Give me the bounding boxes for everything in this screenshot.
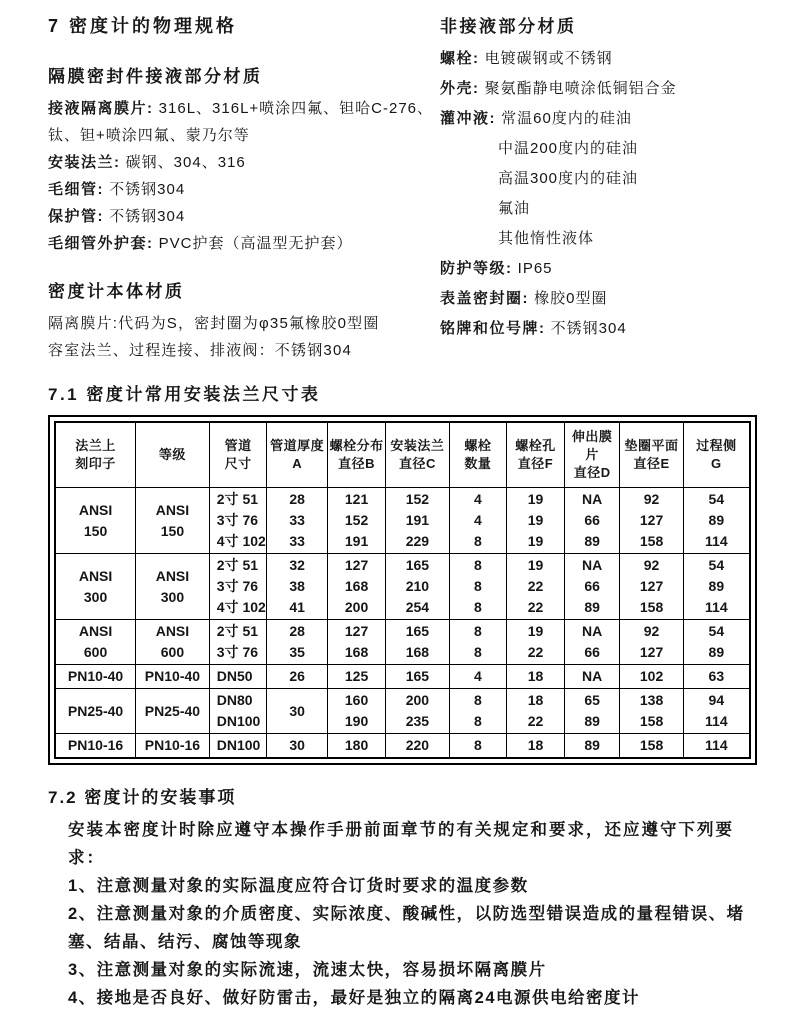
column-header: 管道 尺寸 [209, 422, 267, 488]
spec-label: 灌冲液: [440, 110, 496, 127]
table-cell: 102 [620, 665, 683, 689]
table-cell: NA 66 89 [564, 554, 620, 620]
spec-value: 其他惰性液体 [498, 230, 595, 247]
spec-line-protection-rating [440, 254, 770, 284]
table-cell: 32 38 41 [267, 554, 327, 620]
body-material-line-2: 容室法兰、过程连接、排液阀：不锈钢304 [48, 342, 353, 359]
table-cell: 18 [507, 665, 565, 689]
table-cell: 30 [267, 689, 327, 734]
table-cell: DN100 [209, 734, 267, 759]
body-material-line-1: 隔离膜片:代码为S，密封圈为φ35氟橡胶0型圈 [48, 315, 380, 332]
spec-value: 不锈钢304 [109, 181, 186, 198]
column-header: 管道厚度 A [267, 422, 327, 488]
column-header: 伸出膜片 直径D [564, 422, 620, 488]
table-cell: 165 168 [386, 620, 449, 665]
table-cell: ANSI 600 [136, 620, 210, 665]
table-cell: 18 [507, 734, 565, 759]
spec-label: 毛细管: [48, 181, 104, 198]
flange-table [54, 421, 751, 759]
column-header: 等级 [136, 422, 210, 488]
table-cell: ANSI 150 [136, 488, 210, 554]
spec-label: 铭牌和位号牌: [440, 320, 546, 337]
column-header: 安装法兰 直径C [386, 422, 449, 488]
spec-value: 不锈钢304 [109, 208, 186, 225]
table-cell: 114 [683, 734, 750, 759]
spec-value: 电镀碳钢或不锈钢 [484, 50, 613, 67]
right-column [436, 12, 770, 364]
table-cell: PN25-40 [55, 689, 136, 734]
table-cell: 92 127 158 [620, 488, 683, 554]
spec-line-nameplate [440, 314, 770, 344]
column-header: 法兰上 刻印子 [55, 422, 136, 488]
spec-value: 橡胶0型圈 [534, 290, 608, 307]
install-intro: 安装本密度计时除应遵守本操作手册前面章节的有关规定和要求，还应遵守下列要求： [68, 821, 734, 867]
table-cell: PN10-16 [136, 734, 210, 759]
spec-value: IP65 [517, 260, 553, 277]
table-cell: 200 235 [386, 689, 449, 734]
spec-value: 常温60度内的硅油 [501, 110, 632, 127]
install-item-4: 4、接地是否良好、做好防雷击，最好是独立的隔离24电源供电给密度计 [68, 989, 641, 1007]
table-cell: 18 22 [507, 689, 565, 734]
table-cell: NA 66 [564, 620, 620, 665]
spec-label: 安装法兰: [48, 154, 121, 171]
table-cell: 220 [386, 734, 449, 759]
spec-label: 保护管: [48, 208, 104, 225]
spec-label: 接液隔离膜片: [48, 100, 154, 117]
spec-value: 聚氨酯静电喷涂低铜铝合金 [484, 80, 677, 97]
spec-value: 316L、316L+喷涂四氟、钽哈C-276、钛、钽+喷涂四氟、蒙乃尔等 [48, 100, 434, 144]
column-header: 垫圈平面 直径E [620, 422, 683, 488]
table-cell: PN10-40 [55, 665, 136, 689]
section-7-title: 7 密度计的物理规格 [48, 16, 238, 36]
spec-line-diaphragm [48, 95, 436, 149]
column-header: 螺栓分布 直径B [327, 422, 385, 488]
spec-line-inert-liquid [440, 224, 770, 254]
install-item-3: 3、注意测量对象的实际流速，流速太快，容易损坏隔离膜片 [68, 961, 547, 979]
table-cell: 2寸 51 3寸 76 [209, 620, 267, 665]
table-cell: 92 127 158 [620, 554, 683, 620]
table-cell: 65 89 [564, 689, 620, 734]
spec-line-bolts [440, 44, 770, 74]
spec-value: 碳钢、304、316 [125, 154, 246, 171]
flange-header-row [55, 422, 750, 488]
table-cell: ANSI 300 [136, 554, 210, 620]
spec-line-fill-fluid [440, 104, 770, 134]
table-cell: 127 168 [327, 620, 385, 665]
install-item-2: 2、注意测量对象的介质密度、实际浓度、酸碱性，以防选型错误造成的量程错误、堵塞、结晶、结污、腐蚀等现象 [68, 905, 745, 951]
materials-section [48, 12, 770, 364]
table-cell: 125 [327, 665, 385, 689]
table-cell: 2寸 51 3寸 76 4寸 102 [209, 554, 267, 620]
table-cell: 92 127 [620, 620, 683, 665]
table-cell: 54 89 [683, 620, 750, 665]
spec-value: 高温300度内的硅油 [498, 170, 639, 187]
spec-line-fill-fluid-high [440, 164, 770, 194]
table-cell: 8 8 [449, 620, 507, 665]
table-row [55, 734, 750, 759]
non-wetted-heading: 非接液部分材质 [440, 17, 577, 36]
spec-label: 毛细管外护套: [48, 235, 154, 252]
table-cell: PN25-40 [136, 689, 210, 734]
section-7-1-title: 7.1 密度计常用安装法兰尺寸表 [48, 385, 321, 404]
spec-value: PVC护套（高温型无护套） [158, 235, 353, 252]
table-cell: 158 [620, 734, 683, 759]
table-cell: NA [564, 665, 620, 689]
table-cell: 63 [683, 665, 750, 689]
spec-line-cover-seal [440, 284, 770, 314]
spec-value: 中温200度内的硅油 [498, 140, 639, 157]
table-row [55, 620, 750, 665]
spec-value: 不锈钢304 [550, 320, 627, 337]
table-cell: 94 114 [683, 689, 750, 734]
table-cell: 54 89 114 [683, 488, 750, 554]
table-cell: 28 35 [267, 620, 327, 665]
table-cell: 30 [267, 734, 327, 759]
table-cell: NA 66 89 [564, 488, 620, 554]
column-header: 螺栓 数量 [449, 422, 507, 488]
flange-table-frame [48, 415, 757, 765]
spec-label: 螺栓: [440, 50, 480, 67]
spec-line-capillary [48, 176, 436, 203]
table-cell: 19 22 22 [507, 554, 565, 620]
table-cell: 8 8 [449, 689, 507, 734]
table-row [55, 488, 750, 554]
install-item-1: 1、注意测量对象的实际温度应符合订货时要求的温度参数 [68, 877, 529, 895]
spec-label: 表盖密封圈: [440, 290, 529, 307]
spec-line-housing [440, 74, 770, 104]
flange-table-body [55, 488, 750, 759]
table-cell: ANSI 150 [55, 488, 136, 554]
spec-label: 外壳: [440, 80, 480, 97]
table-cell: ANSI 300 [55, 554, 136, 620]
spec-line-flange [48, 149, 436, 176]
spec-label: 防护等级: [440, 260, 513, 277]
table-cell: 54 89 114 [683, 554, 750, 620]
table-cell: 2寸 51 3寸 76 4寸 102 [209, 488, 267, 554]
table-cell: 4 [449, 665, 507, 689]
table-cell: ANSI 600 [55, 620, 136, 665]
table-cell: 26 [267, 665, 327, 689]
body-material-heading: 密度计本体材质 [48, 282, 185, 301]
table-cell: 152 191 229 [386, 488, 449, 554]
table-cell: 165 210 254 [386, 554, 449, 620]
table-row [55, 554, 750, 620]
table-cell: 28 33 33 [267, 488, 327, 554]
column-header: 过程侧 G [683, 422, 750, 488]
table-cell: 180 [327, 734, 385, 759]
table-cell: 19 19 19 [507, 488, 565, 554]
table-cell: 89 [564, 734, 620, 759]
table-cell: 8 [449, 734, 507, 759]
table-cell: 138 158 [620, 689, 683, 734]
table-cell: PN10-40 [136, 665, 210, 689]
table-cell: 160 190 [327, 689, 385, 734]
table-cell: PN10-16 [55, 734, 136, 759]
spec-line-protect-tube [48, 203, 436, 230]
table-cell: 165 [386, 665, 449, 689]
table-cell: 121 152 191 [327, 488, 385, 554]
table-cell: DN80 DN100 [209, 689, 267, 734]
install-notes [68, 816, 770, 1012]
spec-line-fill-fluid-mid [440, 134, 770, 164]
table-cell: 19 22 [507, 620, 565, 665]
left-column [48, 12, 436, 364]
table-cell: DN50 [209, 665, 267, 689]
table-cell: 8 8 8 [449, 554, 507, 620]
table-cell: 4 4 8 [449, 488, 507, 554]
table-cell: 127 168 200 [327, 554, 385, 620]
table-row [55, 665, 750, 689]
section-7-2-title: 7.2 密度计的安装事项 [48, 788, 237, 807]
wetted-parts-heading: 隔膜密封件接液部分材质 [48, 67, 263, 86]
spec-value: 氟油 [498, 200, 531, 217]
table-row [55, 689, 750, 734]
spec-line-fluorine-oil [440, 194, 770, 224]
column-header: 螺栓孔 直径F [507, 422, 565, 488]
spec-line-capillary-sheath [48, 230, 436, 257]
